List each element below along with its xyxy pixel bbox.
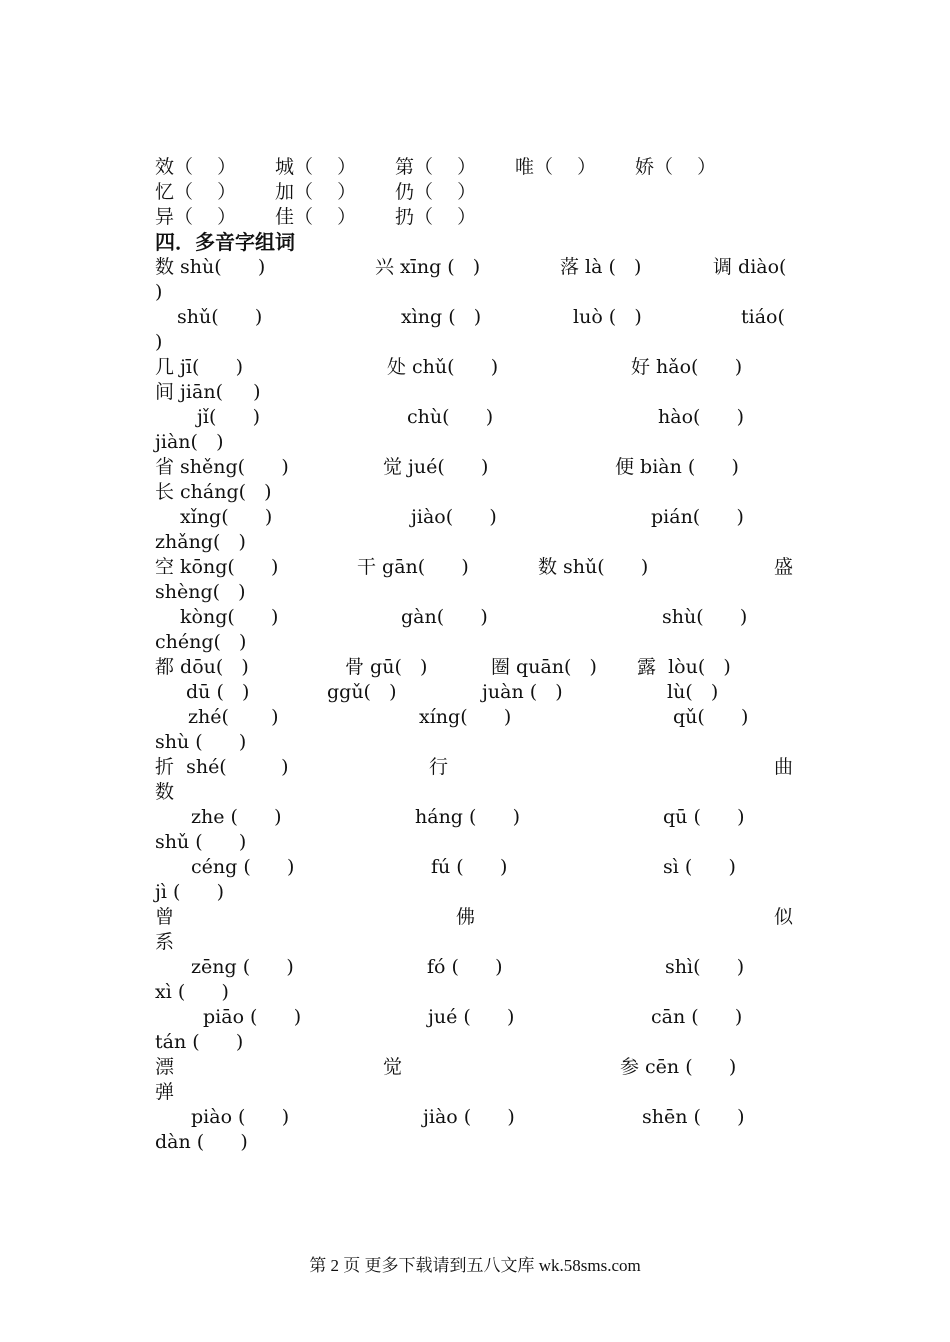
word-entry: jiào( ) (411, 506, 497, 528)
word-entry: 异（ ） (155, 206, 237, 228)
word-entry: 似 (774, 906, 794, 928)
word-entry: 漂 (155, 1056, 175, 1078)
word-entry: jiàn( ) (155, 431, 224, 453)
text-line (155, 980, 795, 1005)
word-entry: xì ( ) (155, 981, 229, 1003)
word-entry: 佳（ ） (275, 206, 357, 228)
text-line (155, 605, 795, 630)
text-line (155, 730, 795, 755)
text-line (155, 755, 795, 780)
word-entry: 城（ ） (275, 156, 357, 178)
text-line (155, 455, 795, 480)
word-entry: 调 diào( (713, 256, 787, 278)
document-body (155, 155, 795, 1155)
word-entry: 都 dōu( ) (155, 656, 249, 678)
text-line (155, 430, 795, 455)
text-line (155, 705, 795, 730)
text-line (155, 655, 795, 680)
word-entry: 省 shěng( ) (155, 456, 289, 478)
word-entry: shèng( ) (155, 581, 246, 603)
word-entry: shù( ) (662, 606, 748, 628)
word-entry: shì( ) (665, 956, 745, 978)
word-entry: piào ( ) (191, 1106, 290, 1128)
word-entry: tán ( ) (155, 1031, 244, 1053)
word-entry: 露 lòu( ) (637, 656, 731, 678)
word-entry: xíng( ) (419, 706, 512, 728)
word-entry: ) (155, 331, 163, 353)
word-entry: qū ( ) (663, 806, 745, 828)
text-line (155, 405, 795, 430)
word-entry: juàn ( ) (482, 681, 563, 703)
text-line (155, 955, 795, 980)
word-entry: 佛 (456, 906, 476, 928)
word-entry: 骨 gū( ) (345, 656, 428, 678)
section-heading (155, 230, 795, 255)
word-entry: 忆（ ） (155, 181, 237, 203)
text-line (155, 305, 795, 330)
word-entry: luò ( ) (573, 306, 642, 328)
word-entry: shǔ( ) (177, 306, 263, 328)
text-line (155, 680, 795, 705)
word-entry: sì ( ) (663, 856, 736, 878)
word-entry: 好 hǎo( ) (631, 356, 743, 378)
word-entry: 空 kōng( ) (155, 556, 279, 578)
word-entry: 数 shù( ) (155, 256, 266, 278)
text-line (155, 780, 795, 805)
word-entry: hào( ) (658, 406, 745, 428)
word-entry: 折 shé( ) (155, 756, 289, 778)
text-line (155, 905, 795, 930)
word-entry: 落 là ( ) (560, 256, 642, 278)
text-line (155, 1130, 795, 1155)
text-line (155, 180, 795, 205)
word-entry: 行 (429, 756, 449, 778)
text-line (155, 155, 795, 180)
text-line (155, 580, 795, 605)
word-entry: ) (155, 281, 163, 303)
word-entry: 唯（ ） (515, 156, 597, 178)
word-entry: 娇（ ） (635, 156, 717, 178)
word-entry: 仍（ ） (395, 181, 477, 203)
text-line (155, 930, 795, 955)
word-entry: xǐng( ) (180, 506, 273, 528)
word-entry: 效（ ） (155, 156, 237, 178)
word-entry: fú ( ) (431, 856, 508, 878)
text-line (155, 205, 795, 230)
word-entry: dàn ( ) (155, 1131, 248, 1153)
word-entry: 盛 (774, 556, 794, 578)
text-line (155, 1080, 795, 1105)
word-entry: 曾 (155, 906, 175, 928)
word-entry: dū ( ) (186, 681, 250, 703)
text-line (155, 855, 795, 880)
word-entry: 加（ ） (275, 181, 357, 203)
word-entry: zhé( ) (188, 706, 279, 728)
word-entry: 便 biàn ( ) (615, 456, 739, 478)
word-entry: fó ( ) (427, 956, 503, 978)
word-entry: 觉 jué( ) (383, 456, 489, 478)
text-line (155, 1105, 795, 1130)
word-entry: pián( ) (651, 506, 744, 528)
word-entry: cān ( ) (651, 1006, 743, 1028)
text-line (155, 330, 795, 355)
word-entry: 长 cháng( ) (155, 481, 272, 503)
word-entry: 干 gān( ) (357, 556, 469, 578)
text-line (155, 830, 795, 855)
word-entry: 数 shǔ( ) (538, 556, 649, 578)
word-entry: kòng( ) (180, 606, 279, 628)
word-entry: zēng ( ) (191, 956, 294, 978)
word-entry: 圈 quān( ) (491, 656, 597, 678)
text-line (155, 880, 795, 905)
word-entry: piāo ( ) (203, 1006, 302, 1028)
word-entry: 第（ ） (395, 156, 477, 178)
word-entry: zhe ( ) (191, 806, 282, 828)
word-entry: chù( ) (407, 406, 494, 428)
word-entry: jì ( ) (155, 881, 225, 903)
text-line (155, 480, 795, 505)
word-entry: céng ( ) (191, 856, 295, 878)
word-entry: 数 (155, 781, 175, 803)
text-line (155, 255, 795, 280)
word-entry: 兴 xīng ( ) (375, 256, 481, 278)
word-entry: 几 jī( ) (155, 356, 244, 378)
word-entry: jiào ( ) (423, 1106, 515, 1128)
word-entry: 间 jiān( ) (155, 381, 261, 403)
word-entry: qǔ( ) (673, 706, 749, 728)
word-entry: shǔ ( ) (155, 831, 247, 853)
text-line (155, 1005, 795, 1030)
text-line (155, 555, 795, 580)
word-entry: 扔（ ） (395, 206, 477, 228)
text-line (155, 630, 795, 655)
word-entry: shēn ( ) (642, 1106, 745, 1128)
word-entry: 参 cēn ( ) (620, 1056, 737, 1078)
text-line (155, 355, 795, 380)
word-entry: tiáo( (741, 306, 785, 328)
word-entry: xìng ( ) (401, 306, 482, 328)
text-line (155, 805, 795, 830)
text-line (155, 1030, 795, 1055)
page-footer: 第 2 页 更多下载请到五八文库 wk.58sms.com (309, 1256, 641, 1275)
word-entry: chéng( ) (155, 631, 247, 653)
word-entry: zhǎng( ) (155, 531, 246, 553)
word-entry: lù( ) (667, 681, 719, 703)
text-line (155, 280, 795, 305)
text-line (155, 530, 795, 555)
word-entry: ggǔ( ) (327, 681, 397, 703)
word-entry: 弹 (155, 1081, 175, 1103)
word-entry: háng ( ) (415, 806, 521, 828)
word-entry: 处 chǔ( ) (387, 356, 499, 378)
word-entry: 曲 (774, 756, 794, 778)
text-line (155, 380, 795, 405)
text-line (155, 505, 795, 530)
word-entry: shù ( ) (155, 731, 247, 753)
heading-text: 四．多音字组词 (155, 230, 295, 254)
word-entry: jǐ( ) (197, 406, 261, 428)
word-entry: gàn( ) (401, 606, 488, 628)
word-entry: 觉 (383, 1056, 403, 1078)
text-line (155, 1055, 795, 1080)
word-entry: 系 (155, 931, 175, 953)
word-entry: jué ( ) (428, 1006, 515, 1028)
